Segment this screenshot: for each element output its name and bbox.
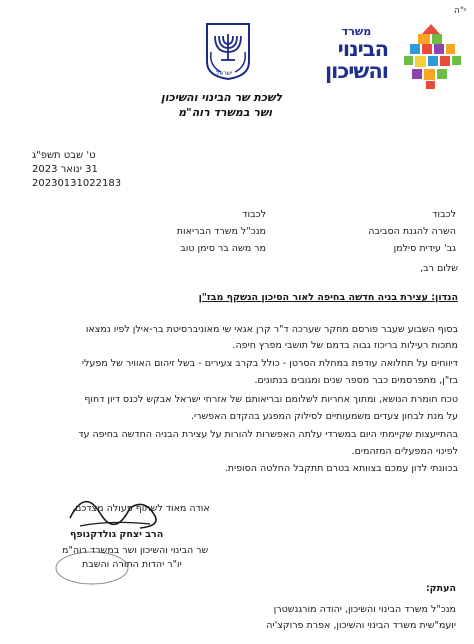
- recipient-left-name: מר משה בר סימן טוב: [180, 243, 266, 254]
- signer-name: הרב יצחק גולדקנופף: [70, 529, 164, 540]
- recipient-left-title: מנכ"ל משרד הבריאות: [176, 226, 266, 237]
- body-line: בהתייעצות שקיימתי היום במשרדי עלתה האפשרות להורות על עצירת הבניה החדשה בחיפה עד: [78, 429, 458, 440]
- signer-party: יו"ר יהדות התורה והשבת: [82, 559, 182, 570]
- body-line: בכוונתי לדון עמכם בצוותא בטרם תתקבל החלטה הסופית.: [224, 463, 458, 474]
- cc-label: העתק:: [425, 583, 456, 594]
- recipient-right-greeting: לכבוד: [432, 209, 456, 220]
- logo-small-text: משרד: [341, 25, 372, 38]
- subject-line: הנדון: עצירת בניה חדשה בחיפה לאור הסיכון הנשקף מבז"ן: [198, 292, 458, 303]
- letter-date: 31 ינואר 2023: [32, 164, 98, 175]
- body-line: לפינוי המפעלים המזהמים.: [351, 446, 458, 457]
- signer-role: שר הבינוי והשיכון ושר במשרד רוה"מ: [62, 545, 209, 556]
- body-line: בסוף השבוע שעבר פורסם מחקר שערכה ד"ר קרן אגאי שי מאוניברסיטת בר-אילן לפיו נמצאו: [85, 324, 458, 335]
- ministry-logo-icon: [398, 20, 464, 90]
- logo-line-1: הבינוי: [337, 37, 388, 61]
- cc-line: יועמ"שית משרד הבינוי והשיכון, אפרת פרוקצ'יה: [266, 620, 456, 631]
- hebrew-date: ט' שבט תשפ"ג: [32, 150, 96, 161]
- body-line: בז"ן, מתפרסמים כבר מספר שנים ומגובים בנתונים.: [254, 375, 458, 386]
- body-line: מתכות רעילות בריכוז גבוה בדמם של תושבי מפרץ חיפה.: [232, 340, 458, 351]
- ministry-logo-text: [325, 26, 388, 82]
- closing-line: אודה מאוד לשתוף פעולה מצדכם,: [72, 503, 210, 514]
- cc-line: מנכ"ל משרד הבינוי והשיכון, יהודה מורגנשטרן: [273, 604, 456, 615]
- logo-line-2: והשיכון: [324, 59, 388, 83]
- body-line: על מנת לבחון צעדים משמעותיים לסילוק המפגע בהקדם האפשרי.: [191, 411, 458, 422]
- corner-mark: י"ה: [453, 6, 466, 16]
- letter-meta: [32, 149, 121, 191]
- body-line: דיווחים על תחלואה עודפת במחלת הסרטן - כולל בקרב צעירים - בשל זיהום האוויר של מפעלי: [81, 358, 458, 369]
- letterhead: [0, 0, 474, 135]
- recipient-left: [177, 208, 266, 255]
- office-line-1: לשכת שר הבינוי והשיכון: [160, 91, 282, 104]
- salutation: שלום רב,: [420, 263, 458, 274]
- emblem-label: ישראל: [216, 70, 233, 77]
- office-line-2: ושר במשרד רוה"מ: [178, 106, 272, 119]
- recipient-right-name: גב' עידית סילמן: [393, 243, 456, 254]
- body-line: טכח חומרת הנושא, ומתוך אחריות לשלומם ובריאותם של אזרחי ישראל אבקש לכנס דיון דחוף: [84, 394, 458, 405]
- reference-number: 20230131022183: [32, 178, 122, 189]
- office-name: [161, 90, 282, 120]
- recipient-right: [368, 208, 456, 255]
- recipient-right-title: השרה להגנת הסביבה: [368, 226, 456, 237]
- recipient-left-greeting: לכבוד: [242, 209, 266, 220]
